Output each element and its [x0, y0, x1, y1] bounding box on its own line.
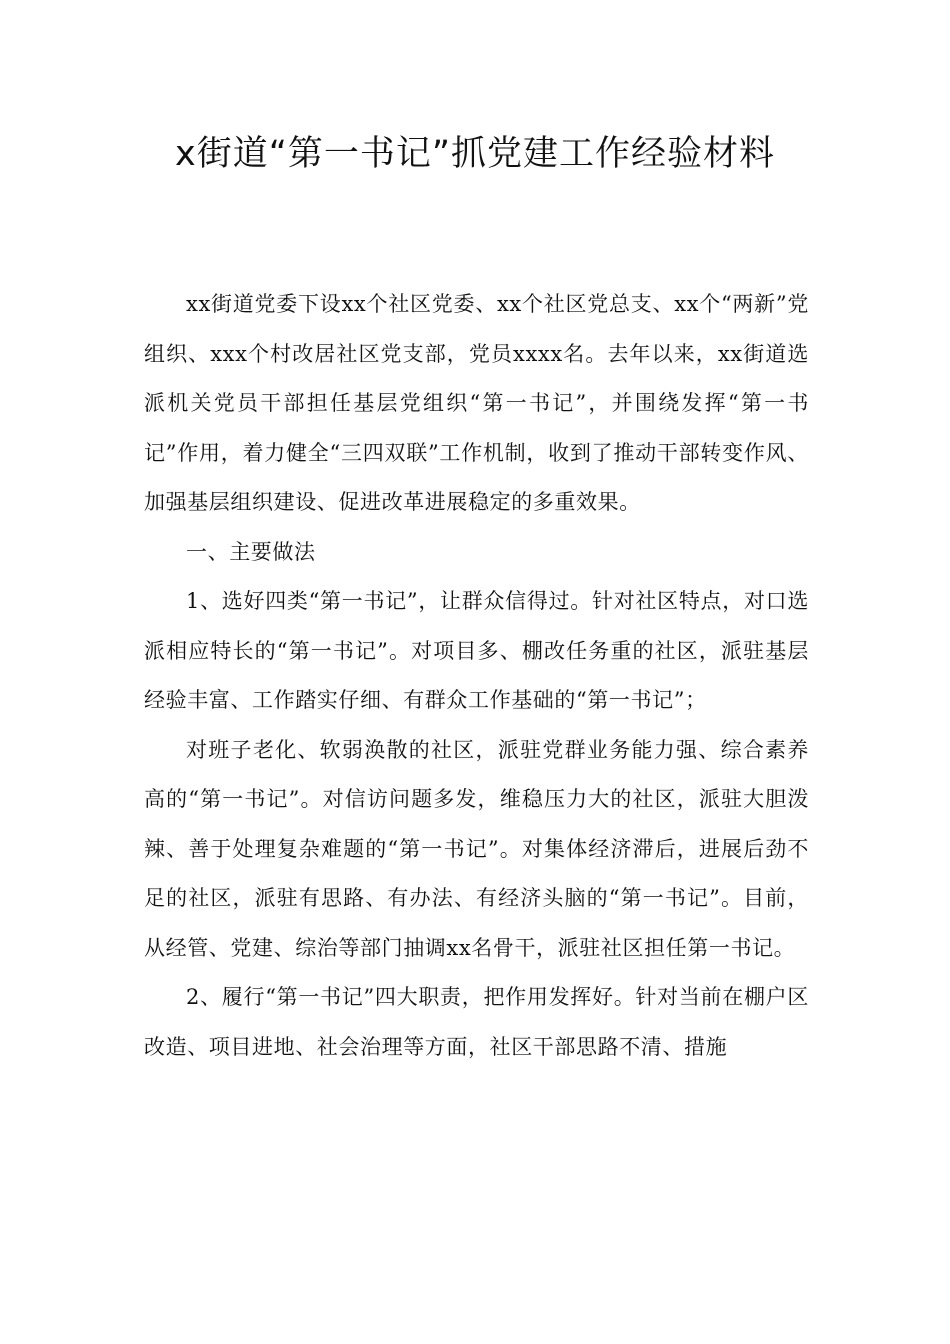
paragraph-intro: xx街道党委下设xx个社区党委、xx个社区党总支、xx个“两新”党组织、xxx个村改居社区党支部，党员xxxx名。去年以来，xx街道选派机关党员干部担任基层党组织“第一书记”，并围绕发挥“第一书记”作用，着力健全“三四双联”工作机制，收到了推动干部转变作风、加强基层组织建设、促进改革进展稳定的多重效果。 [144, 292, 809, 514]
paragraph-item-1: 1、选好四类“第一书记”，让群众信得过。针对社区特点，对口选派相应特长的“第一书记”。对项目多、棚改任务重的社区，派驻基层经验丰富、工作踏实仔细、有群众工作基础的“第一书记”； [144, 589, 809, 712]
paragraph-item-1-continued: 对班子老化、软弱涣散的社区，派驻党群业务能力强、综合素养高的“第一书记”。对信访问题多发，维稳压力大的社区，派驻大胆泼辣、善于处理复杂难题的“第一书记”。对集体经济滞后，进展后劲不足的社区，派驻有思路、有办法、有经济头脑的“第一书记”。目前，从经管、党建、综治等部门抽调xx名骨干，派驻社区担任第一书记。 [144, 737, 809, 960]
paragraph-item-2: 2、履行“第一书记”四大职责，把作用发挥好。针对当前在棚户区改造、项目进地、社会治理等方面，社区干部思路不清、措施 [144, 985, 809, 1059]
document-title: x街道“第一书记”抓党建工作经验材料 [175, 134, 775, 174]
document-body [144, 280, 809, 1072]
section-heading-main-practices: 一、主要做法 [186, 539, 316, 564]
